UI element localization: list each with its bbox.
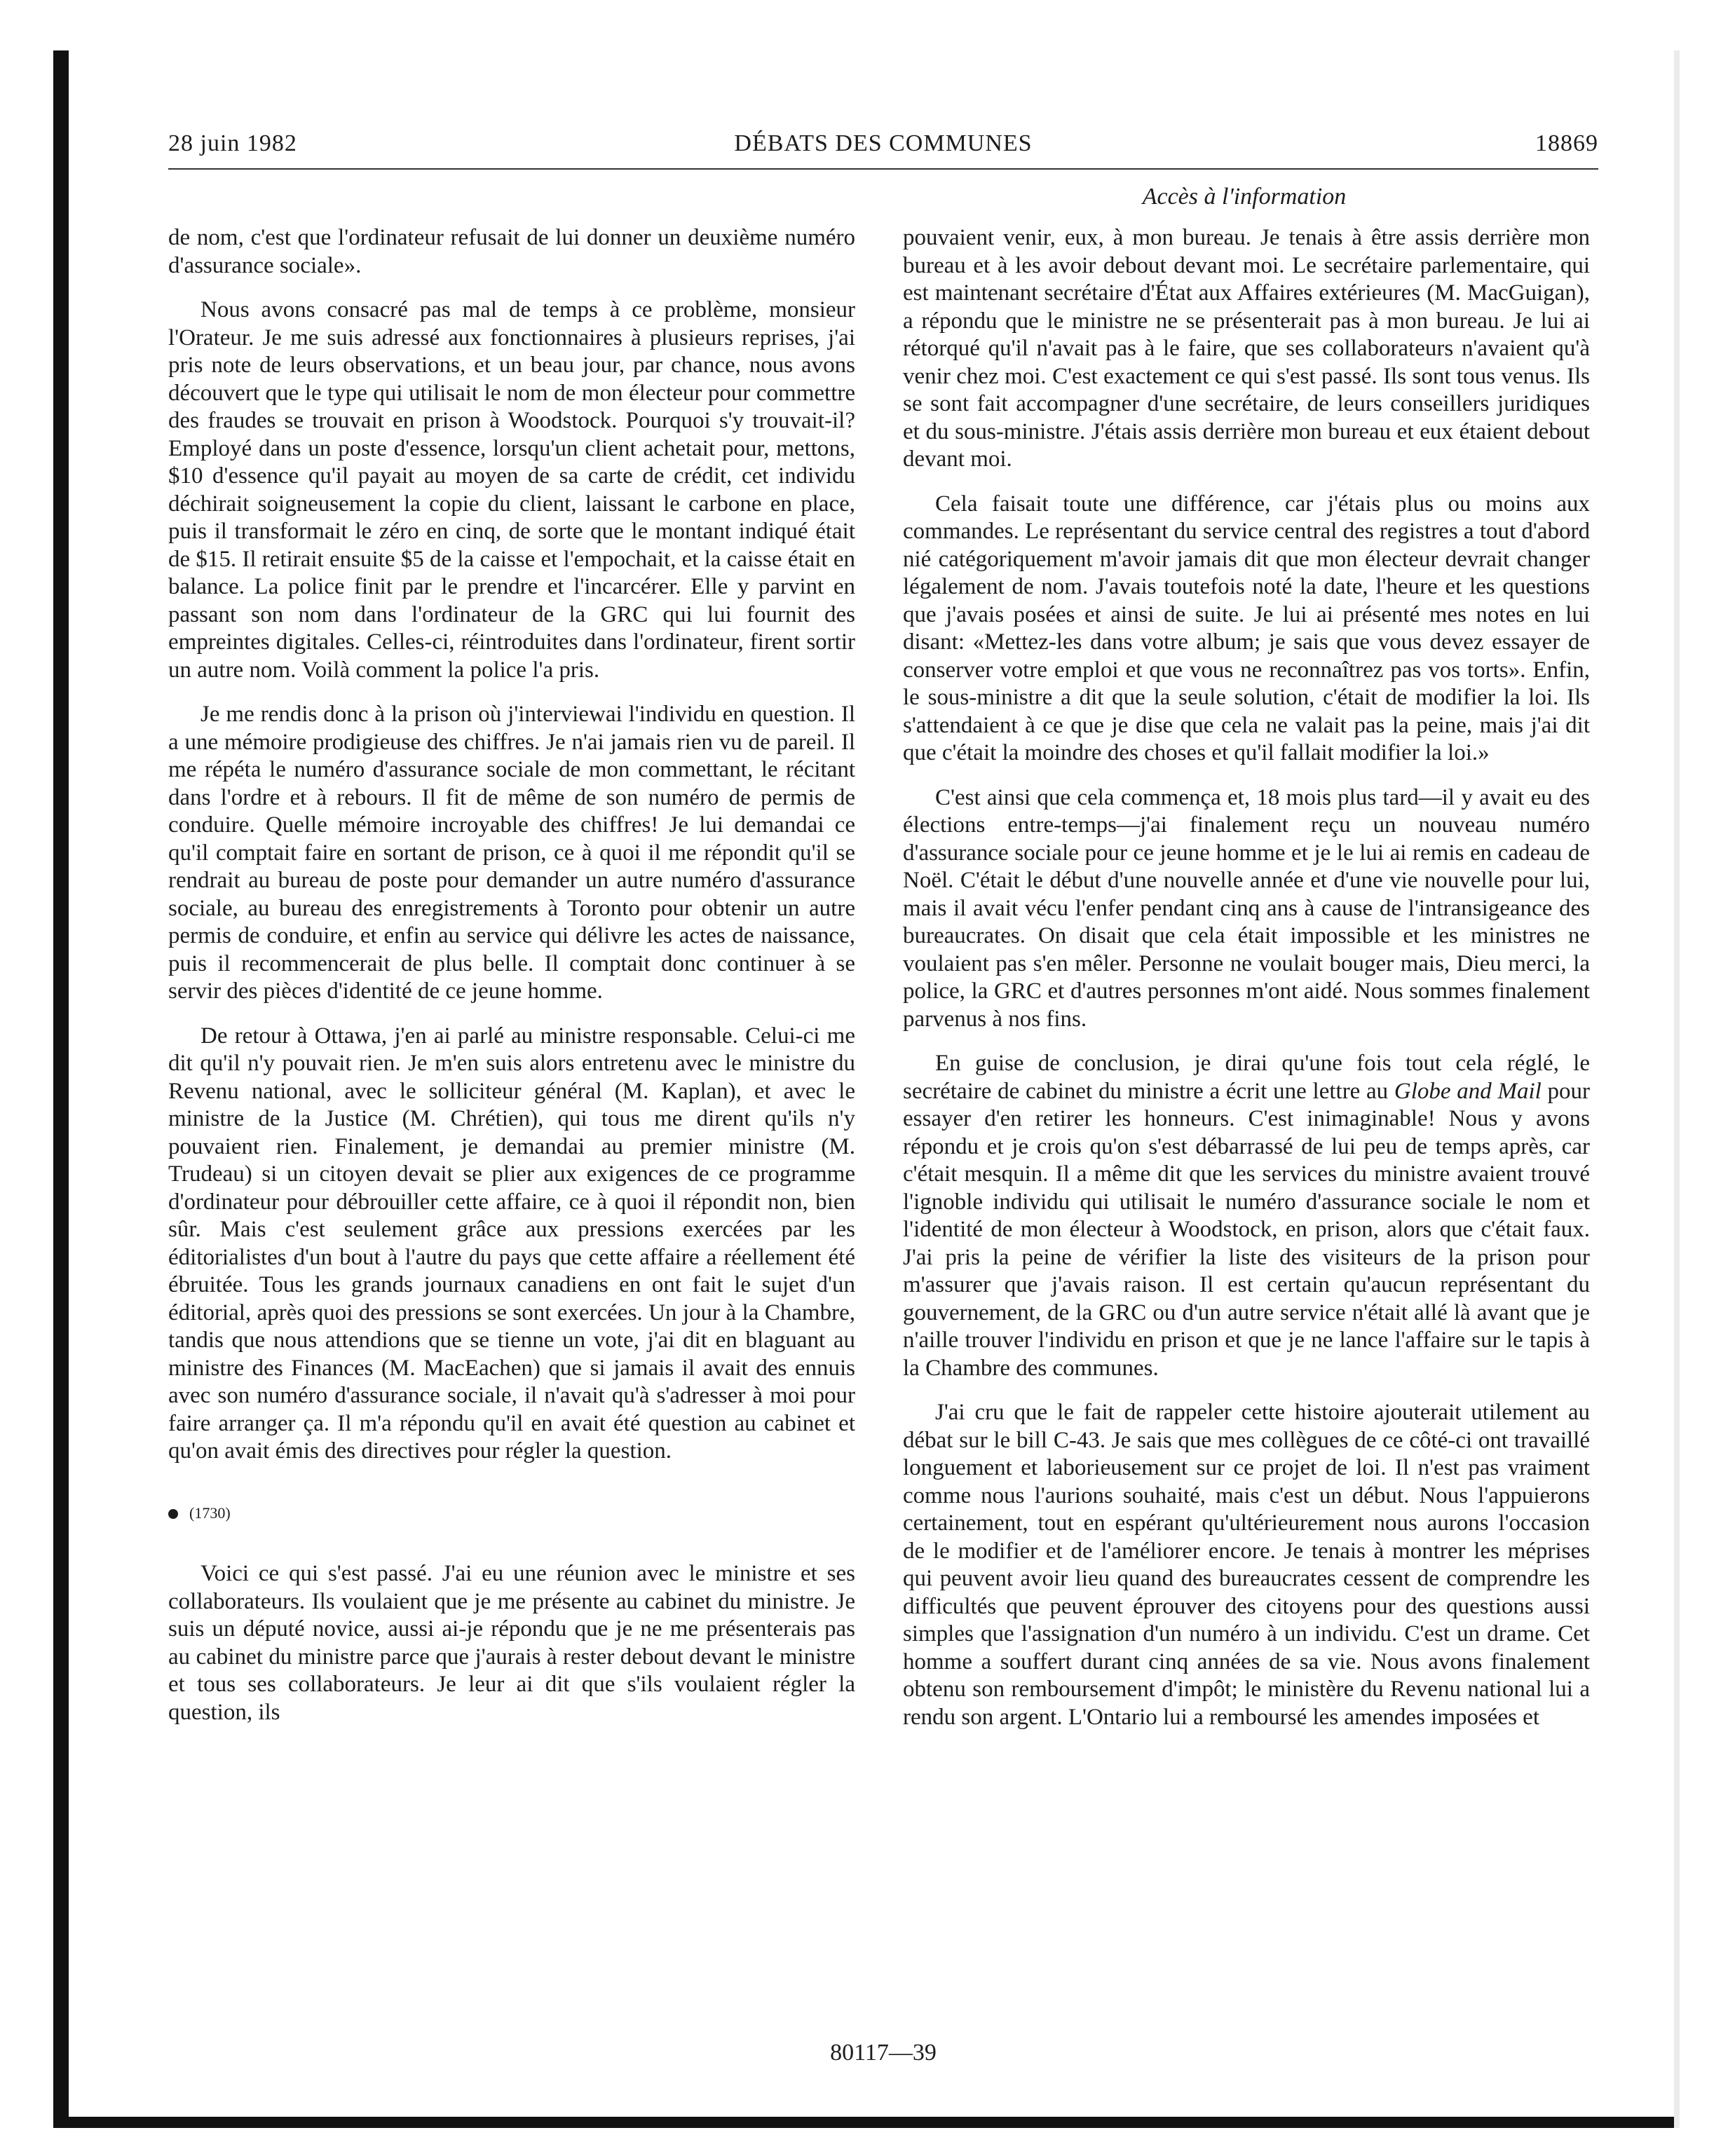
right-paragraph-2: Cela faisait toute une différence, car j'étais plus ou moins aux commandes. Le représentant du service central des registres a tout d'abord nié catégoriquement m'avoir jamais dit que mon électeur devrait changer légalement de nom. J'avais toutefois noté la date, l'heure et les questions que j'avais posées et ainsi de suite. Je lui ai présenté mes notes en lui disant: «Mettez-les dans votre album; je sais que vous devez essayer de conserver votre emploi et que vous ne reconnaîtrez pas vos torts». Enfin, le sous-ministre a dit que la seule solution, c'était de modifier la loi. Ils s'attendaient à ce que je dise que cela ne valait pas la peine, mais j'ai dit que c'était la moindre des choses et qu'il fallait modifier la loi.» [903,491,1590,765]
left-paragraph-2: Nous avons consacré pas mal de temps à ce problème, monsieur l'Orateur. Je me suis adressé aux fonctionnaires à plusieurs reprises, j'ai pris note de leurs observations, et un beau jour, par chance, nous avons découvert que le type qui utilisait le nom de mon électeur pour commettre des fraudes se trouvait en prison à Woodstock. Pourquoi s'y trouvait-il? Employé dans un poste d'essence, lorsqu'un client achetait pour, mettons, $10 d'essence qu'il payait au moyen de sa carte de crédit, cet individu déchirait soigneusement la copie du client, laissant le carbone en place, puis il transformait le zéro en cinq, de sorte que le montant indiqué était de $15. Il retirait ensuite $5 de la caisse et l'empochait, et la caisse était en balance. La police finit par le prendre et l'incarcérer. Elle y parvint en passant son nom dans l'ordinateur de la GRC qui lui fournit des empreintes digitales. Celles-ci, réintroduites dans l'ordinateur, firent sortir un autre nom. Voilà comment la police l'a pris. [168,297,855,683]
time-marker [168,1499,855,1527]
left-column [168,224,855,1726]
scan-border-bottom [53,2117,1680,2128]
left-paragraph-3: Je me rendis donc à la prison où j'interviewai l'individu en question. Il a une mémoire prodigieuse des chiffres. Je n'ai jamais rien vu de pareil. Il me répéta le numéro d'assurance sociale de mon commettant, le récitant dans l'ordre et à rebours. Il fit de même de son numéro de permis de conduire. Quelle mémoire incroyable des chiffres! Je lui demandai ce qu'il comptait faire en sortant de prison, ce à quoi il me répondit qu'il se rendrait au bureau de poste pour demander un autre numéro d'assurance sociale, au bureau des enregistrements à Toronto pour obtenir un autre permis de conduire, et enfin au service qui délivre les actes de naissance, puis il recommencerait de plus belle. Il comptait donc continuer à se servir des pièces d'identité de ce jeune homme. [168,702,855,1004]
scan-border-right [1674,50,1680,2128]
section-title: Accès à l'information [1142,184,1347,210]
right-paragraph-4 [903,1050,1590,1382]
page-footer-code: 80117—39 [830,2040,937,2066]
right-paragraph-5: J'ai cru que le fait de rappeler cette histoire ajouterait utilement au débat sur le bill C-43. Je sais que mes collègues de ce côté-ci ont travaillé longuement et laborieusement sur ce projet de loi. Il n'est pas vraiment comme nous l'aurions souhaité, mais c'est un début. Nous l'appuierons certainement, tout en espérant qu'ultérieurement nous aurons l'occasion de le modifier et de l'améliorer encore. Je tenais à montrer les méprises qui peuvent avoir lieu quand des bureaucrates cessent de comprendre les difficultés que peuvent éprouver des citoyens pour des questions aussi simples que l'assignation d'un numéro à un individu. C'est un drame. Cet homme a souffert durant cinq années de sa vie. Nous avons finalement obtenu son remboursement d'impôt; le ministère du Revenu national lui a rendu son argent. L'Ontario lui a remboursé les amendes imposées et [903,1400,1590,1730]
document-page [168,126,1598,2066]
right-paragraph-1: pouvaient venir, eux, à mon bureau. Je tenais à être assis derrière mon bureau et à les avoir debout devant moi. Le secrétaire parlementaire, qui est maintenant secrétaire d'État aux Affaires extérieures (M. MacGuigan), a répondu que le ministre ne se présenterait pas à mon bureau. Je lui ai rétorqué qu'il n'avait pas à le faire, que ses collaborateurs n'avaient qu'à venir chez moi. C'est exactement ce qui s'est passé. Ils sont tous venus. Ils se sont fait accompagner d'une secrétaire, de leurs conseillers juridiques et du sous-ministre. J'étais assis derrière mon bureau et eux étaient debout devant moi. [903,225,1590,472]
page-header [168,126,1598,170]
bullet-icon [168,1509,178,1519]
left-paragraph-4: De retour à Ottawa, j'en ai parlé au ministre responsable. Celui-ci me dit qu'il n'y pouvait rien. Je m'en suis alors entretenu avec le ministre du Revenu national, avec le solliciteur général (M. Kaplan), et avec le ministre de la Justice (M. Chrétien), qui tous me dirent qu'ils n'y pouvaient rien. Finalement, je demandai au premier ministre (M. Trudeau) si un citoyen devait se plier aux exigences de ce programme d'ordinateur pour débrouiller cette affaire, ce à quoi il répondit non, bien sûr. Mais c'est seulement grâce aux pressions exercées par les éditorialistes d'un bout à l'autre du pays que cette affaire a réellement été ébruitée. Tous les grands journaux canadiens en ont fait le sujet d'un éditorial, après quoi des pressions se sont exercées. Un jour à la Chambre, tandis que nous attendions que se tienne un vote, j'ai dit en blaguant au ministre des Finances (M. MacEachen) que si jamais il avait des ennuis avec son numéro d'assurance sociale, il n'avait qu'à s'adresser à moi pour faire arranger ça. Il m'a répondu qu'il en avait été question au cabinet et qu'on avait émis des directives pour régler la question. [168,1023,855,1464]
header-date: 28 juin 1982 [168,130,297,156]
time-marker-text: (1730) [189,1503,231,1522]
right-paragraph-3: C'est ainsi que cela commença et, 18 mois plus tard—il y avait eu des élections entre-temps—j'ai finalement reçu un nouveau numéro d'assurance sociale pour ce jeune homme et je le lui ai remis en cadeau de Noël. C'était le début d'une nouvelle année et d'une vie nouvelle pour lui, mais il avait vécu l'enfer pendant cinq ans à cause de l'intransigeance des bureaucrates. On disait que cela était impossible et les ministres ne voulaient pas s'en mêler. Personne ne voulait bouger mais, Dieu merci, la police, la GRC et d'autres personnes m'ont aidé. Nous sommes finalement parvenus à nos fins. [903,784,1590,1032]
left-paragraph-5: Voici ce qui s'est passé. J'ai eu une réunion avec le ministre et ses collaborateurs. Ils voulaient que je me présente au cabinet du ministre. Je suis un député novice, aussi ai-je répondu que je ne me présenterais pas au cabinet du ministre parce que j'aurais à rester debout devant le ministre et tous ses collaborateurs. Je leur ai dit que s'ils voulaient régler la question, ils [168,1561,855,1725]
scan-border-left [53,50,69,2125]
newspaper-name: Globe and Mail [1394,1078,1542,1104]
header-page-number: 18869 [1535,130,1598,156]
paragraph-4-text-before: En guise de conclusion, je dirai qu'une fois tout cela réglé, le secrétaire de cabinet du ministre a écrit une lettre au [903,1051,1590,1104]
left-paragraph-1: de nom, c'est que l'ordinateur refusait de lui donner un deuxième numéro d'assurance sociale». [168,225,855,278]
header-title: DÉBATS DES COMMUNES [734,130,1033,156]
paragraph-4-text-after: pour essayer d'en retirer les honneurs. C'est inimaginable! Nous y avons répondu et je crois qu'on s'est débarrassé de lui peu de temps après, car c'était mesquin. Il a même dit que les services du ministre avaient trouvé l'ignoble individu qui utilisait le numéro d'assurance sociale le nom et l'identité de mon électeur à Woodstock, en prison, alors que c'était faux. J'ai pris la peine de vérifier la liste des visiteurs de la prison pour m'assurer que j'avais raison. Il est certain qu'aucun représentant du gouvernement, de la GRC ou d'un autre service n'était allé là avant que je n'aille trouver l'individu en prison et que je ne lance l'affaire sur le tapis à la Chambre des communes. [903,1078,1590,1381]
right-column [903,224,1590,1731]
